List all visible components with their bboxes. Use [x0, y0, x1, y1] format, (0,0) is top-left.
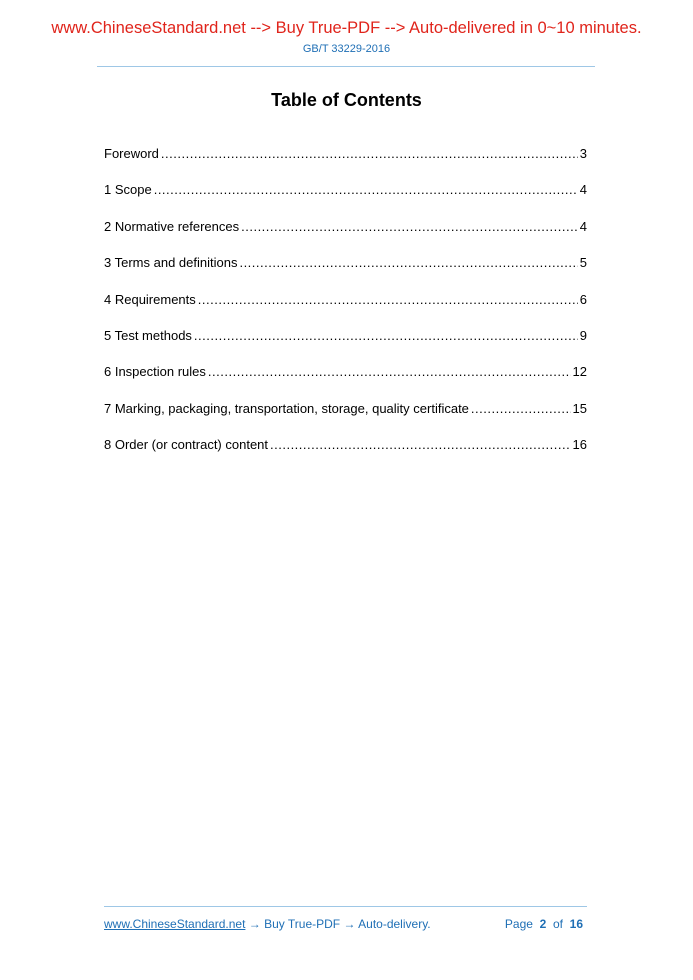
dot-leader — [471, 401, 571, 417]
dot-leader — [194, 328, 578, 344]
toc-entry-label: 6 Inspection rules — [104, 364, 206, 380]
toc-entry-label: 3 Terms and definitions — [104, 255, 238, 271]
document-code: GB/T 33229-2016 — [302, 43, 391, 55]
footer-website-link[interactable]: www.ChineseStandard.net — [104, 917, 246, 931]
toc-entry-normative-references[interactable] — [104, 219, 587, 255]
header-divider — [97, 66, 595, 67]
toc-entry-label: 1 Scope — [104, 182, 152, 198]
footer-divider — [104, 906, 587, 907]
toc-entry-inspection-rules[interactable] — [104, 364, 587, 400]
toc-entry-scope[interactable] — [104, 182, 587, 218]
toc-entry-label: 4 Requirements — [104, 291, 196, 307]
arrow-right-icon: → — [248, 917, 261, 931]
toc-entry-page: 16 — [572, 437, 587, 453]
toc-entry-terms-definitions[interactable] — [104, 255, 587, 291]
dot-leader — [241, 219, 578, 235]
toc-entry-page: 15 — [572, 400, 587, 416]
toc-entry-label: 7 Marking, packaging, transportation, storage, quality certificate — [104, 400, 469, 416]
toc-entry-label: Foreword — [104, 146, 159, 161]
toc-entry-page: 4 — [579, 182, 587, 198]
current-page: 2 — [539, 917, 547, 931]
toc-entry-page: 12 — [572, 364, 587, 380]
toc-entry-requirements[interactable] — [104, 292, 587, 328]
dot-leader — [198, 292, 578, 308]
toc-entry-page: 5 — [579, 255, 587, 271]
of-label: of — [552, 917, 563, 931]
dot-leader — [154, 182, 578, 198]
toc-entry-page: 9 — [579, 327, 587, 343]
table-of-contents — [104, 146, 587, 474]
dot-leader — [208, 364, 571, 380]
toc-entry-label: 2 Normative references — [104, 218, 240, 234]
dot-leader — [239, 255, 577, 271]
dot-leader — [270, 437, 571, 453]
dot-leader — [161, 146, 578, 162]
toc-entry-label: 8 Order (or contract) content — [104, 437, 269, 453]
toc-entry-page: 3 — [579, 146, 587, 161]
toc-entry-page: 4 — [579, 218, 587, 234]
footer-buy-text: Buy True-PDF — [264, 917, 341, 931]
total-pages: 16 — [569, 917, 583, 931]
page-number — [505, 917, 583, 932]
footer-auto-delivery-text: Auto-delivery. — [358, 917, 431, 931]
arrow-right-icon: → — [343, 917, 356, 931]
toc-entry-test-methods[interactable] — [104, 328, 587, 364]
page-footer — [104, 917, 587, 932]
toc-entry-marking-packaging[interactable] — [104, 401, 587, 437]
promo-banner: www.ChineseStandard.net --> Buy True-PDF --> Auto-delivered in 0~10 minutes. — [51, 19, 642, 37]
toc-entry-order-content[interactable] — [104, 437, 587, 473]
toc-title: Table of Contents — [271, 90, 422, 110]
toc-entry-foreword[interactable] — [104, 146, 587, 182]
toc-entry-label: 5 Test methods — [104, 327, 192, 343]
toc-entry-page: 6 — [579, 291, 587, 307]
page-label: Page — [504, 917, 533, 931]
